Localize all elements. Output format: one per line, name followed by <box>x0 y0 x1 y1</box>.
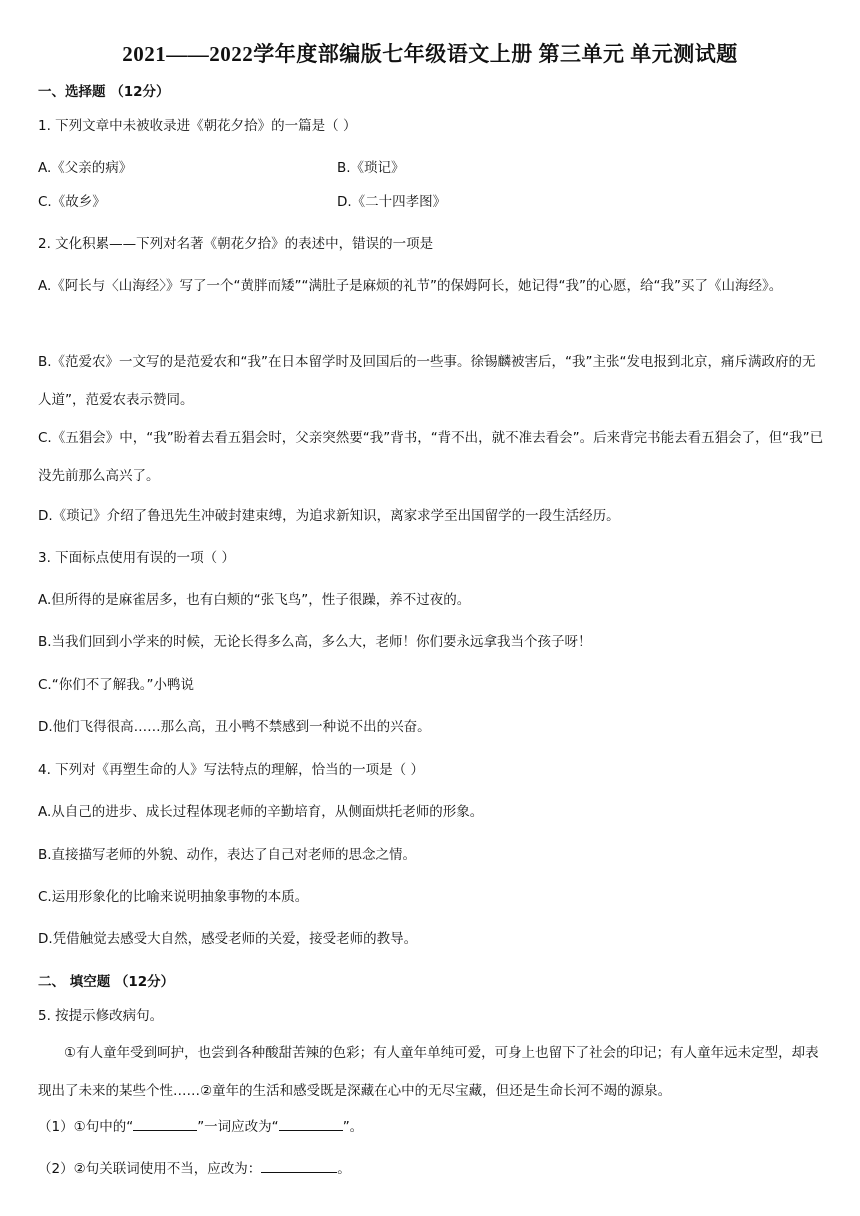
question-5-stem: 5. 按提示修改病句。 <box>38 1008 164 1024</box>
question-3-option-b: B.当我们回到小学来的时候，无论长得多么高，多么大，老师！你们要永远拿我当个孩子呀！ <box>38 634 592 650</box>
question-5-sub-1: （1）①句中的“ ”一词应改为“ ”。 <box>38 1116 826 1137</box>
question-2-option-c: C.《五猖会》中，“我”盼着去看五猖会时，父亲突然要“我”背书，“背不出，就不准去看会”。后来背完书能去看五猖会了，但“我”已没先前那么高兴了。 <box>38 430 824 484</box>
question-4-option-b: B.直接描写老师的外貌、动作，表达了自己对老师的思念之情。 <box>38 847 417 863</box>
question-3-option-c: C.“你们不了解我。”小鸭说 <box>38 677 194 693</box>
option-a: A.《父亲的病》 <box>38 160 133 176</box>
option-d: D.《二十四孝图》 <box>337 194 447 210</box>
question-1-options-row-2 <box>38 192 826 212</box>
question-4-option-c: C.运用形象化的比喻来说明抽象事物的本质。 <box>38 889 309 905</box>
question-2-option-d: D.《琐记》介绍了鲁迅先生冲破封建束缚，为追求新知识，离家求学至出国留学的一段生活经历。 <box>38 508 620 524</box>
question-3-option-d: D.他们飞得很高……那么高，丑小鸭不禁感到一种说不出的兴奋。 <box>38 719 431 735</box>
question-1-options-row-1 <box>38 158 826 178</box>
answer-blank-2[interactable] <box>279 1116 343 1131</box>
question-2-option-a: A.《阿长与〈山海经〉》写了一个“黄胖而矮”“满肚子是麻烦的礼节”的保姆阿长，她记得“我”的心愿，给“我”买了《山海经》。 <box>38 278 783 294</box>
option-c: C.《故乡》 <box>38 194 106 210</box>
question-2-stem: 2. 文化积累——下列对名著《朝花夕拾》的表述中，错误的一项是 <box>38 236 434 252</box>
question-3-option-a: A.但所得的是麻雀居多，也有白颊的“张飞鸟”，性子很躁，养不过夜的。 <box>38 592 471 608</box>
page-title: 2021——2022学年度部编版七年级语文上册 第三单元 单元测试题 <box>122 42 738 66</box>
section-heading-fill: 二、 填空题 （12分） <box>38 974 175 990</box>
question-4-stem: 4. 下列对《再塑生命的人》写法特点的理解，恰当的一项是（ ） <box>38 762 424 778</box>
question-4-option-d: D.凭借触觉去感受大自然，感受老师的关爱，接受老师的教导。 <box>38 931 418 947</box>
question-5-sub-2: （2）②句关联词使用不当，应改为： 。 <box>38 1158 826 1179</box>
answer-blank-1[interactable] <box>133 1116 197 1131</box>
question-1-stem: 1. 下列文章中未被收录进《朝花夕拾》的一篇是（ ） <box>38 118 357 134</box>
option-b: B.《琐记》 <box>337 160 405 176</box>
question-5-passage: ①有人童年受到呵护，也尝到各种酸甜苦辣的色彩；有人童年单纯可爱，可身上也留下了社会的印记；有人童年远未定型，却表现出了未来的某些个性……②童年的生活和感受既是深藏在心中的无尽宝藏，但还是生命长河不竭的源泉。 <box>38 1045 819 1099</box>
question-4-option-a: A.从自己的进步、成长过程体现老师的辛勤培育，从侧面烘托老师的形象。 <box>38 804 484 820</box>
question-3-stem: 3. 下面标点使用有误的一项（ ） <box>38 550 235 566</box>
section-heading-choice: 一、选择题 （12分） <box>38 84 170 100</box>
question-2-option-b: B.《范爱农》一文写的是范爱农和“我”在日本留学时及回国后的一些事。徐锡麟被害后，“我”主张“发电报到北京，痛斥满政府的无人道”，范爱农表示赞同。 <box>38 354 816 408</box>
answer-blank-3[interactable] <box>261 1158 337 1173</box>
